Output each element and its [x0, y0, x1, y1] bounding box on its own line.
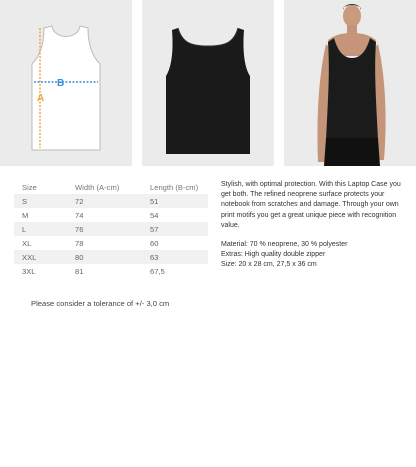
label-a: A — [37, 93, 45, 104]
label-b: B — [57, 78, 65, 89]
cell-width: 76 — [67, 222, 142, 236]
cell-size: L — [14, 222, 67, 236]
cell-width: 78 — [67, 236, 142, 250]
tolerance-note: Please consider a tolerance of +/- 3,0 cm — [31, 299, 170, 308]
cell-width: 80 — [67, 250, 142, 264]
size-chart-table — [14, 180, 208, 278]
spec-material: Material: 70 % neoprene, 30 % polyester — [221, 241, 348, 249]
cell-length: 63 — [142, 250, 208, 264]
cell-width: 81 — [67, 264, 142, 278]
header-width: Width (A-cm) — [67, 180, 142, 194]
model-head — [343, 5, 361, 27]
table-row — [14, 222, 208, 236]
tank-top-body — [166, 28, 250, 154]
spec-list — [221, 240, 407, 271]
table-row — [14, 194, 208, 208]
cell-width: 72 — [67, 194, 142, 208]
cell-length: 60 — [142, 236, 208, 250]
spec-extras: Extras: High quality double zipper — [221, 251, 326, 259]
tank-top-outline-diagram — [0, 0, 132, 166]
cell-size: 3XL — [14, 264, 67, 278]
tank-top-shape — [32, 26, 100, 150]
product-flat-image[interactable] — [142, 0, 274, 166]
description-intro: Stylish, with optimal protection. With this Laptop Case you get both. The refined neoprene surface protects your notebook from scratches and damage. Through your own print motifs you get a great unique piece with recognition value. — [221, 181, 401, 229]
table-row — [14, 208, 208, 222]
cell-size: XL — [14, 236, 67, 250]
model-photo — [284, 0, 416, 166]
black-tank-top-image — [142, 0, 274, 166]
cell-length: 57 — [142, 222, 208, 236]
product-description — [221, 180, 407, 271]
table-row — [14, 250, 208, 264]
table-row — [14, 264, 208, 278]
cell-length: 51 — [142, 194, 208, 208]
size-diagram-image[interactable] — [0, 0, 132, 166]
model-wearing-image[interactable] — [284, 0, 416, 166]
cell-size: XXL — [14, 250, 67, 264]
cell-size: M — [14, 208, 67, 222]
cell-length: 67,5 — [142, 264, 208, 278]
model-pants — [324, 138, 380, 166]
cell-size: S — [14, 194, 67, 208]
cell-length: 54 — [142, 208, 208, 222]
table-header-row — [14, 180, 208, 194]
header-length: Length (B-cm) — [142, 180, 208, 194]
table-row — [14, 236, 208, 250]
spec-size: Size: 20 x 28 cm, 27,5 x 36 cm — [221, 261, 317, 269]
header-size: Size — [14, 180, 67, 194]
cell-width: 74 — [67, 208, 142, 222]
